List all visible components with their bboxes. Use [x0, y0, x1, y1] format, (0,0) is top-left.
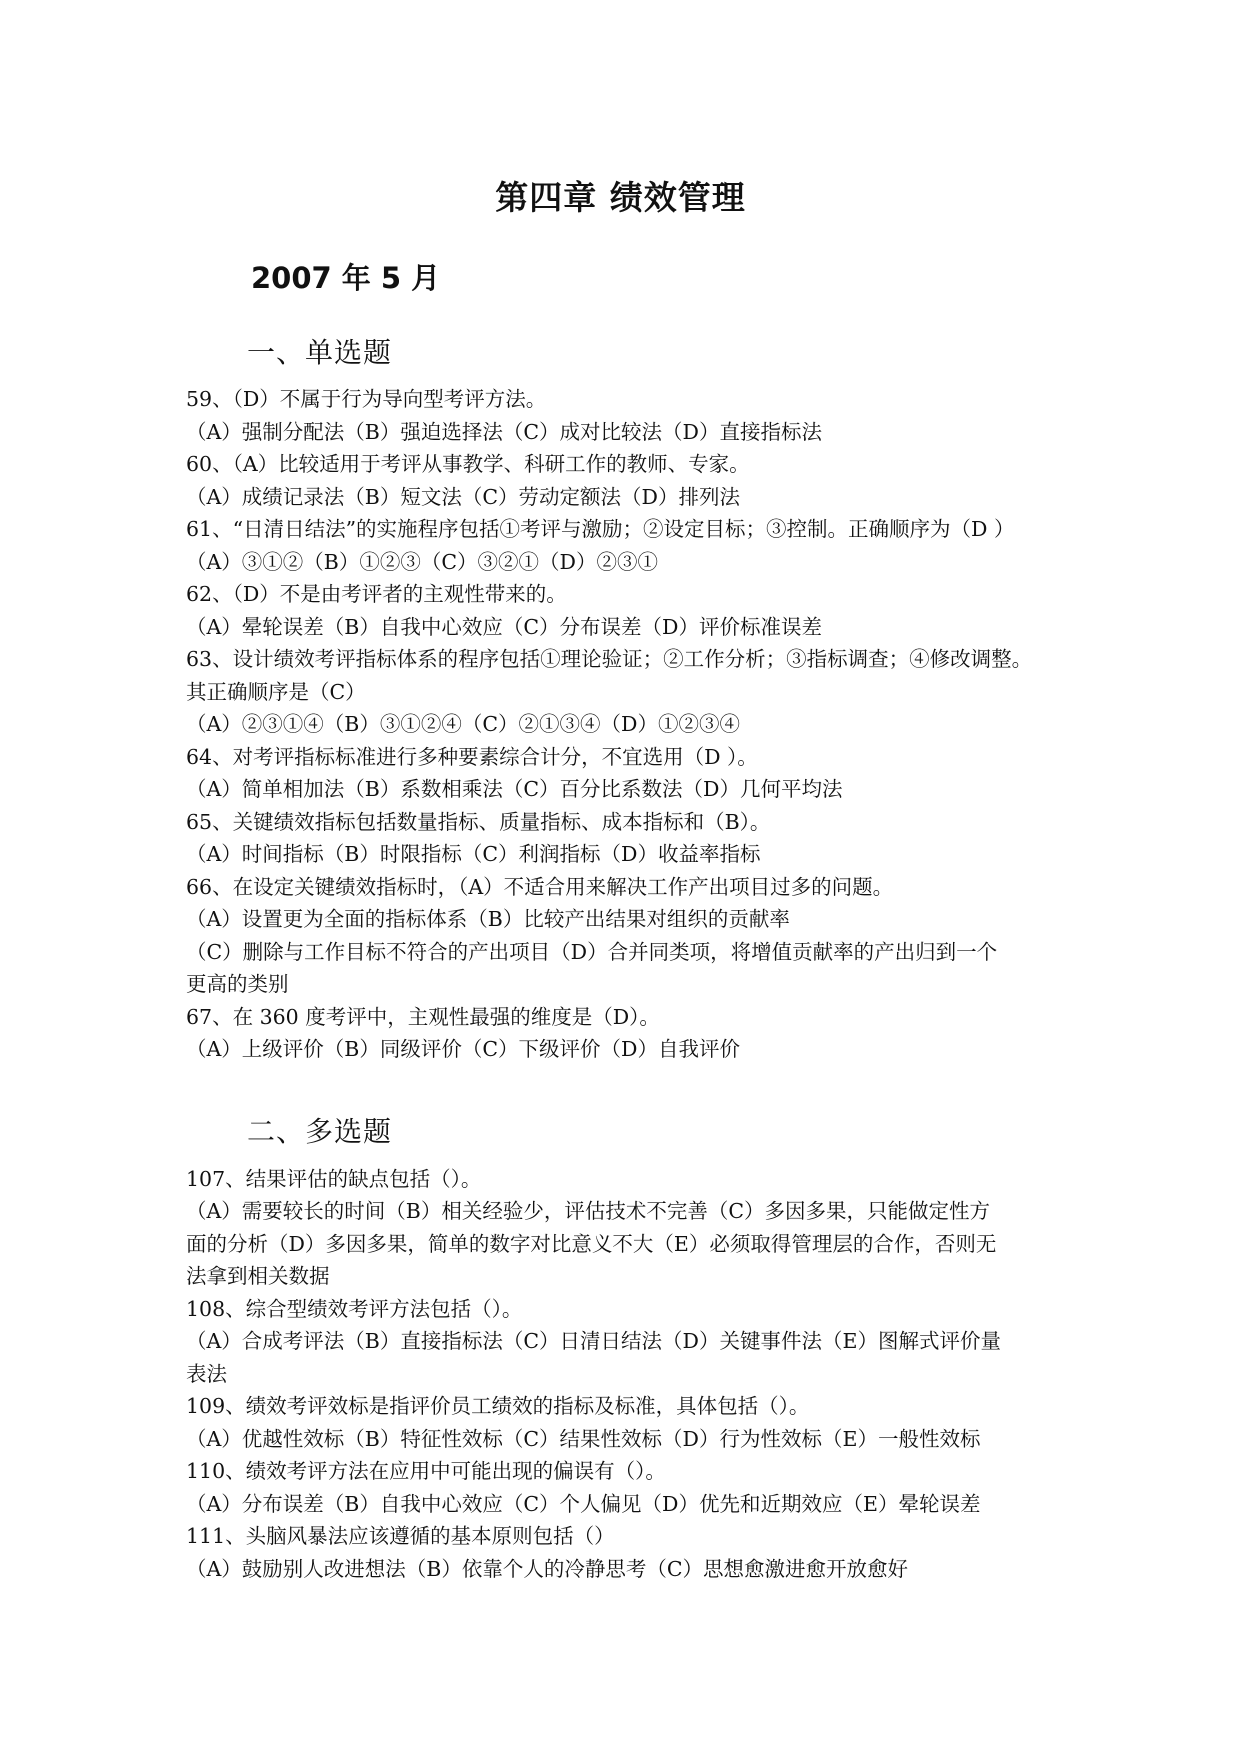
question-line: （A）③①②（B）①②③（C）③②①（D）②③① — [186, 550, 658, 574]
question-line: （A）需要较长的时间（B）相关经验少，评估技术不完善（C）多因多果，只能做定性方 — [186, 1199, 991, 1223]
question-line: 60、（A）比较适用于考评从事教学、科研工作的教师、专家。 — [186, 452, 750, 476]
question-line: 表法 — [186, 1362, 227, 1386]
question-line: 107、结果评估的缺点包括（）。 — [186, 1167, 482, 1191]
question-line: （A）分布误差（B）自我中心效应（C）个人偏见（D）优先和近期效应（E）晕轮误差 — [186, 1492, 981, 1516]
question-line: （C）删除与工作目标不符合的产出项目（D）合并同类项，将增值贡献率的产出归到一个 — [186, 940, 998, 964]
chapter-title: 第四章 绩效管理 — [495, 178, 746, 217]
question-line: 67、在 360 度考评中，主观性最强的维度是（D）。 — [186, 1005, 660, 1029]
section-heading-single-choice: 一、单选题 — [247, 336, 393, 369]
question-line: 面的分析（D）多因多果，简单的数字对比意义不大（E）必须取得管理层的合作，否则无 — [186, 1232, 997, 1256]
question-line: （A）合成考评法（B）直接指标法（C）日清日结法（D）关键事件法（E）图解式评价量 — [186, 1329, 1001, 1353]
question-line: （A）②③①④（B）③①②④（C）②①③④（D）①②③④ — [186, 712, 740, 736]
question-line: 更高的类别 — [186, 972, 289, 996]
question-line: （A）上级评价（B）同级评价（C）下级评价（D）自我评价 — [186, 1037, 740, 1061]
question-line: 110、绩效考评方法在应用中可能出现的偏误有（）。 — [186, 1459, 666, 1483]
question-line: 61、“日清日结法”的实施程序包括①考评与激励；②设定目标；③控制。正确顺序为（D ） — [186, 517, 1015, 541]
question-line: （A）鼓励别人改进想法（B）依靠个人的冷静思考（C）思想愈激进愈开放愈好 — [186, 1557, 909, 1581]
question-line: 109、绩效考评效标是指评价员工绩效的指标及标准，具体包括（）。 — [186, 1394, 810, 1418]
question-line: 111、头脑风暴法应该遵循的基本原则包括（） — [186, 1524, 615, 1548]
question-line: 63、设计绩效考评指标体系的程序包括①理论验证；②工作分析；③指标调查；④修改调整。 — [186, 647, 1033, 671]
question-line: 65、关键绩效指标包括数量指标、质量指标、成本指标和（B）。 — [186, 810, 771, 834]
question-line: （A）强制分配法（B）强迫选择法（C）成对比较法（D）直接指标法 — [186, 420, 822, 444]
question-line: 其正确顺序是（C） — [186, 680, 366, 704]
question-line: （A）优越性效标（B）特征性效标（C）结果性效标（D）行为性效标（E）一般性效标 — [186, 1427, 981, 1451]
question-line: 66、在设定关键绩效指标时，（A）不适合用来解决工作产出项目过多的问题。 — [186, 875, 894, 899]
section-heading-multiple-choice: 二、多选题 — [247, 1115, 393, 1148]
question-line: （A）成绩记录法（B）短文法（C）劳动定额法（D）排列法 — [186, 485, 740, 509]
question-line: （A）简单相加法（B）系数相乘法（C）百分比系数法（D）几何平均法 — [186, 777, 843, 801]
question-line: （A）时间指标（B）时限指标（C）利润指标（D）收益率指标 — [186, 842, 761, 866]
question-line: 108、综合型绩效考评方法包括（）。 — [186, 1297, 523, 1321]
question-line: （A）设置更为全面的指标体系（B）比较产出结果对组织的贡献率 — [186, 907, 790, 931]
question-line: 62、（D）不是由考评者的主观性带来的。 — [186, 582, 567, 606]
question-line: （A）晕轮误差（B）自我中心效应（C）分布误差（D）评价标准误差 — [186, 615, 822, 639]
question-line: 59、（D）不属于行为导向型考评方法。 — [186, 387, 547, 411]
question-line: 64、对考评指标标准进行多种要素综合计分，不宜选用（D ）。 — [186, 745, 758, 769]
question-line: 法拿到相关数据 — [186, 1264, 330, 1288]
date-heading: 2007 年 5 月 — [251, 261, 441, 295]
